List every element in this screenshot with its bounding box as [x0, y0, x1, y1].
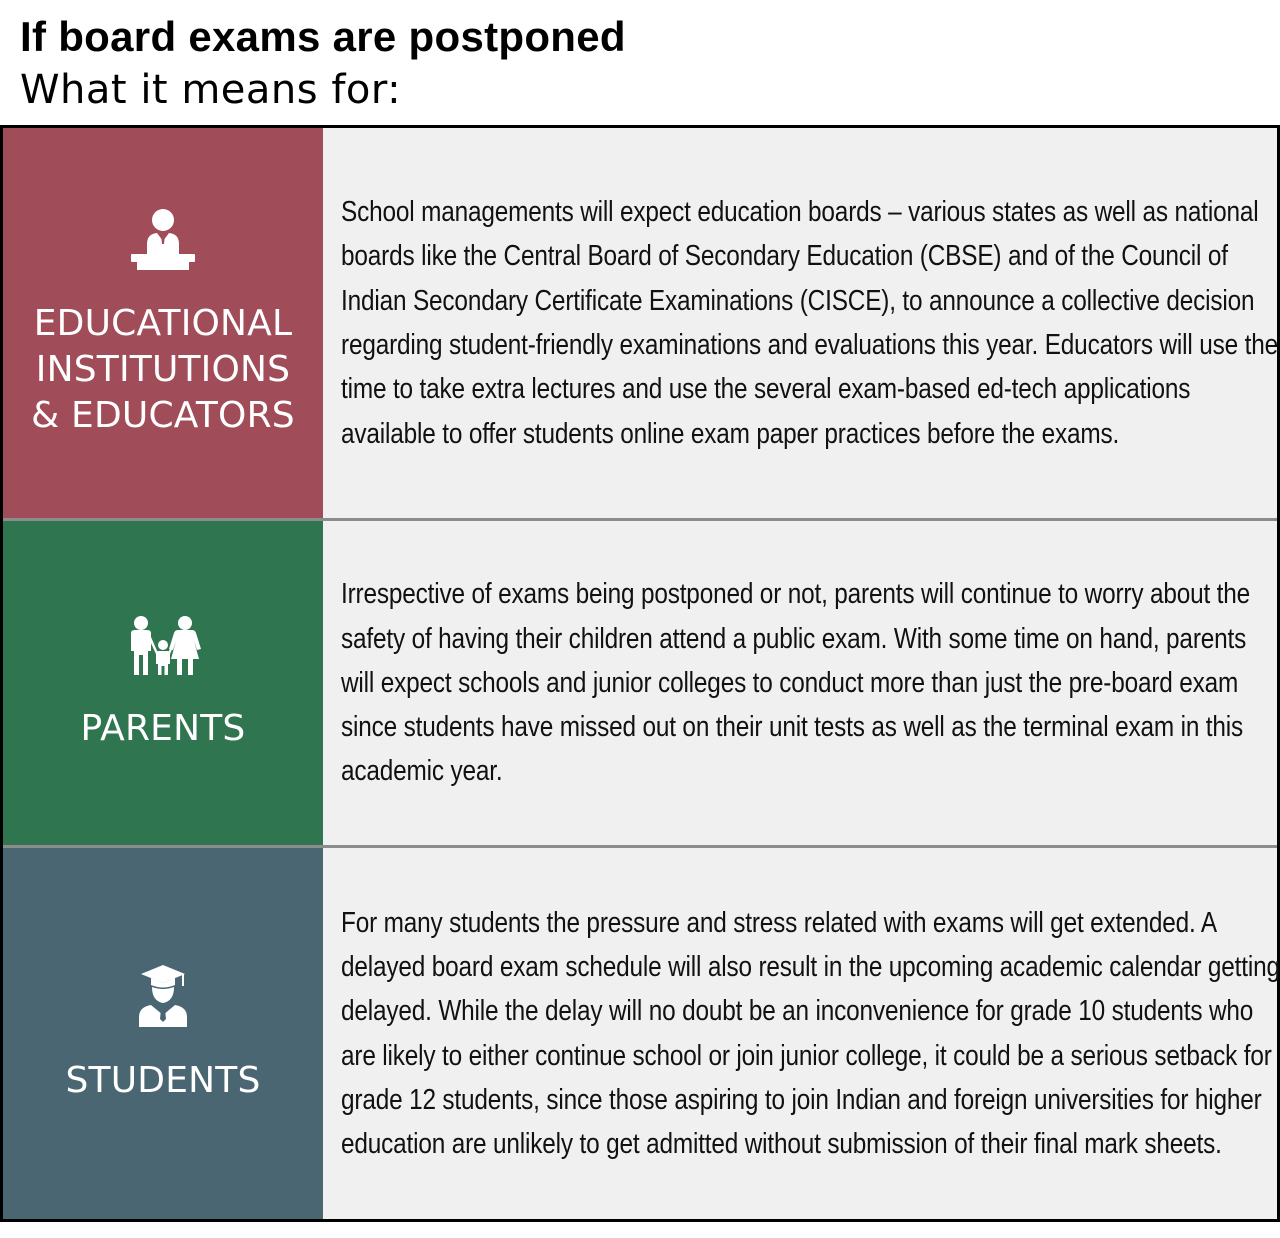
content-cell-educators [323, 128, 1280, 518]
row-label: EDUCATIONAL INSTITUTIONS & EDUCATORS [31, 302, 295, 436]
graduate-icon [133, 963, 193, 1034]
row-label: PARENTS [80, 707, 246, 749]
table-row-parents [3, 518, 1277, 845]
label-cell-students [3, 848, 323, 1219]
row-description: School managements will expect education boards – various states as well as national boards like the Central Board of Secondary Education (CBSE) and of the Council of Indian Secondary Certificate Examinations (CISCE), to announce a collective decision regarding student-friendly examinations and evaluations this year. Educators will use the time to take extra lectures and use the several exam-based ed-tech applications available to offer students online exam paper practices before the exams. [341, 196, 1278, 450]
row-label: STUDENTS [65, 1060, 261, 1101]
impact-table [0, 125, 1280, 1222]
row-description: For many students the pressure and stress related with exams will get extended. A delayed board exam schedule will also result in the upcoming academic calendar getting delayed. While the delay will no doubt be an inconvenience for grade 10 students who are likely to either continue school or join junior college, it could be a serious setback for grade 12 students, since those aspiring to join Indian and foreign universities for higher education are unlikely to get admitted without submission of their final mark sheets. [341, 906, 1280, 1161]
table-row-students [3, 845, 1280, 1219]
page-subtitle: What it means for: [20, 67, 402, 113]
content-cell-parents [323, 521, 1280, 845]
family-icon [123, 615, 203, 682]
label-cell-educators [3, 128, 323, 518]
teacher-at-podium-icon [127, 208, 199, 277]
label-cell-parents [3, 521, 323, 845]
row-description: Irrespective of exams being postponed or not, parents will continue to worry about the safety of having their children attend a public exam. With some time on hand, parents will expect schools and junior colleges to conduct more than just the pre-board exam since students have missed out on their unit tests as well as the terminal exam in this academic year. [341, 578, 1251, 788]
table-row-educators [3, 128, 1277, 518]
header [20, 10, 1260, 116]
content-cell-students [323, 848, 1280, 1219]
page-title: If board exams are postponed [20, 13, 626, 60]
